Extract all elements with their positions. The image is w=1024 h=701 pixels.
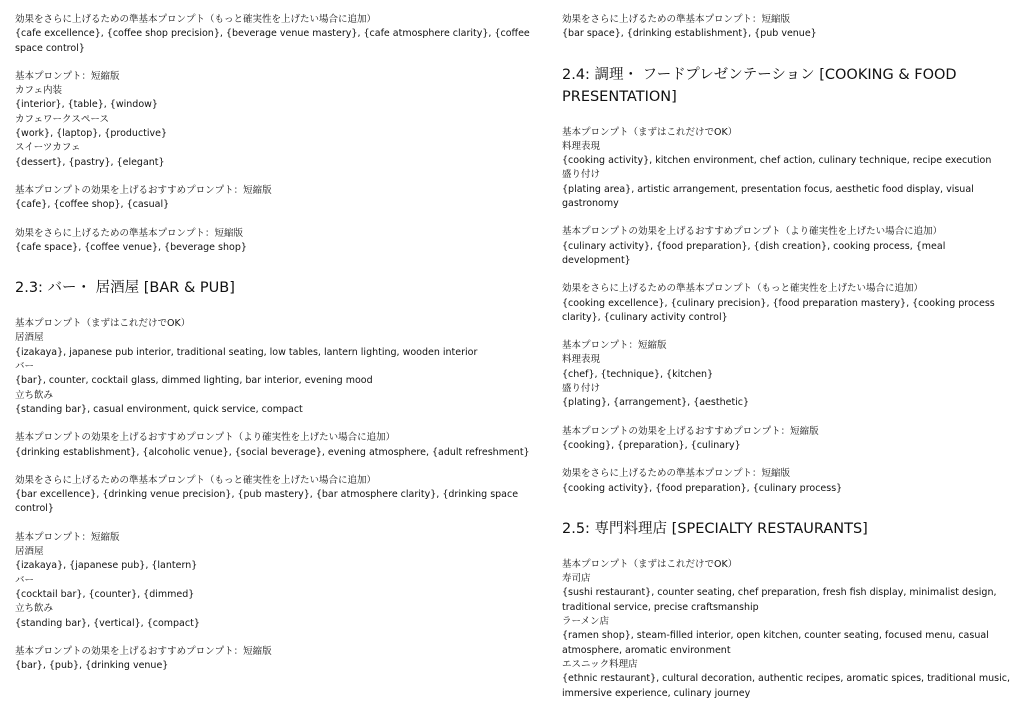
section-heading: 2.3: バー・ 居酒屋 [BAR & PUB] xyxy=(15,280,235,297)
left-column xyxy=(15,13,530,673)
text-line: {culinary activity}, {food preparation}, {dish creation}, cooking process, {meal development} xyxy=(562,240,946,266)
text-line: {bar}, {pub}, {drinking venue} xyxy=(15,660,169,672)
spacer xyxy=(15,417,530,431)
text-line: {chef}, {technique}, {kitchen} xyxy=(562,368,714,380)
spacer xyxy=(15,517,530,531)
text-line: {bar excellence}, {drinking venue precision}, {pub mastery}, {bar atmosphere clarity}, {drinking space control} xyxy=(15,489,519,515)
spacer xyxy=(562,42,1012,64)
spacer xyxy=(562,211,1012,225)
spacer xyxy=(562,496,1012,518)
text-line: {cooking excellence}, {culinary precision}, {food preparation mastery}, {cooking process clarity}, {culinary activity control} xyxy=(562,297,995,323)
spacer xyxy=(562,268,1012,282)
prompt-block xyxy=(562,13,1012,42)
prompt-block xyxy=(15,645,530,674)
text-line: 立ち飲み xyxy=(15,603,54,615)
prompt-block xyxy=(562,126,1012,212)
text-line: {plating area}, artistic arrangement, presentation focus, aesthetic food display, visual gastronomy xyxy=(562,183,974,210)
text-line: {cafe space}, {coffee venue}, {beverage shop} xyxy=(15,241,247,253)
text-line: カフェワークスペース xyxy=(15,113,109,125)
prompt-block xyxy=(15,531,530,631)
spacer xyxy=(562,411,1012,425)
text-line: スイーツカフェ xyxy=(15,142,81,154)
spacer xyxy=(15,56,530,70)
text-line: 基本プロンプト：短縮版 xyxy=(15,531,120,543)
text-line: 効果をさらに上げるための準基本プロンプト（もっと確実性を上げたい場合に追加） xyxy=(562,283,924,295)
prompt-block xyxy=(562,339,1012,410)
text-line: {ramen shop}, steam-filled interior, open kitchen, counter seating, focused menu, casual atmosphere, aromatic environment xyxy=(562,630,989,656)
text-line: {cooking activity}, kitchen environment, chef action, culinary technique, recipe execution xyxy=(562,155,992,167)
text-line: 盛り付け xyxy=(562,169,601,181)
text-line: カフェ内装 xyxy=(15,85,63,97)
text-line: {ethnic restaurant}, cultural decoration, authentic recipes, aromatic spices, traditional music, immersive experience, culinary journey xyxy=(562,673,1010,699)
text-line: {cooking activity}, {food preparation}, {culinary process} xyxy=(562,482,843,494)
prompt-block xyxy=(15,70,530,170)
spacer xyxy=(15,213,530,227)
text-line: 料理表現 xyxy=(562,354,601,366)
text-line: {izakaya}, {japanese pub}, {lantern} xyxy=(15,560,198,572)
text-line: 寿司店 xyxy=(562,573,591,585)
prompt-block xyxy=(15,474,530,517)
prompt-block xyxy=(15,227,530,256)
prompt-block xyxy=(562,225,1012,268)
text-line: 盛り付け xyxy=(562,383,601,395)
text-line: 基本プロンプトの効果を上げるおすすめプロンプト（より確実性を上げたい場合に追加） xyxy=(15,432,396,444)
text-line: エスニック料理店 xyxy=(562,658,638,670)
spacer xyxy=(15,170,530,184)
spacer xyxy=(562,325,1012,339)
text-line: {interior}, {table}, {window} xyxy=(15,99,158,111)
text-line: {cafe}, {coffee shop}, {casual} xyxy=(15,199,170,211)
text-line: {dessert}, {pastry}, {elegant} xyxy=(15,156,165,168)
text-line: バー xyxy=(15,361,35,373)
text-line: 立ち飲み xyxy=(15,389,54,401)
text-line: {standing bar}, casual environment, quick service, compact xyxy=(15,403,303,415)
text-line: 基本プロンプトの効果を上げるおすすめプロンプト：短縮版 xyxy=(15,184,272,196)
text-line: 居酒屋 xyxy=(15,546,44,558)
prompt-block xyxy=(15,13,530,56)
text-line: {plating}, {arrangement}, {aesthetic} xyxy=(562,397,750,409)
text-line: {bar space}, {drinking establishment}, {pub venue} xyxy=(562,28,817,40)
text-line: ラーメン店 xyxy=(562,616,610,628)
text-line: 基本プロンプト：短縮版 xyxy=(15,70,120,82)
prompt-block xyxy=(562,282,1012,325)
text-line: 料理表現 xyxy=(562,140,601,152)
text-line: 居酒屋 xyxy=(15,332,44,344)
text-line: {drinking establishment}, {alcoholic venue}, {social beverage}, evening atmosphere, {adult refreshment} xyxy=(15,446,530,458)
text-line: 基本プロンプト：短縮版 xyxy=(562,340,667,352)
section-heading: 2.4: 調理・ フードプレゼンテーション [COOKING & FOOD PRESENTATION] xyxy=(562,66,957,105)
text-line: {cocktail bar}, {counter}, {dimmed} xyxy=(15,588,195,600)
text-line: 基本プロンプト（まずはこれだけでOK） xyxy=(15,318,191,330)
text-line: 基本プロンプトの効果を上げるおすすめプロンプト（より確実性を上げたい場合に追加） xyxy=(562,226,943,238)
prompt-block xyxy=(15,184,530,213)
text-line: {bar}, counter, cocktail glass, dimmed lighting, bar interior, evening mood xyxy=(15,375,373,387)
text-line: バー xyxy=(15,574,35,586)
text-line: 効果をさらに上げるための準基本プロンプト：短縮版 xyxy=(562,468,791,480)
prompt-block xyxy=(562,425,1012,454)
text-line: {izakaya}, japanese pub interior, traditional seating, low tables, lantern lighting, wooden interior xyxy=(15,346,478,358)
text-line: {standing bar}, {vertical}, {compact} xyxy=(15,617,200,629)
right-column xyxy=(562,13,1012,701)
spacer xyxy=(15,255,530,277)
prompt-block xyxy=(15,431,530,460)
spacer xyxy=(562,544,1012,558)
prompt-block xyxy=(562,558,1012,701)
spacer xyxy=(15,303,530,317)
text-line: {cafe excellence}, {coffee shop precision}, {beverage venue mastery}, {cafe atmosphere clarity}, {coffee space control} xyxy=(15,28,530,54)
text-line: 効果をさらに上げるための準基本プロンプト（もっと確実性を上げたい場合に追加） xyxy=(15,14,377,25)
prompt-block xyxy=(562,467,1012,496)
text-line: 基本プロンプト（まずはこれだけでOK） xyxy=(562,558,738,570)
spacer xyxy=(15,631,530,645)
text-line: 効果をさらに上げるための準基本プロンプト（もっと確実性を上げたい場合に追加） xyxy=(15,474,377,486)
text-line: 基本プロンプトの効果を上げるおすすめプロンプト：短縮版 xyxy=(15,645,272,657)
prompt-block xyxy=(15,317,530,417)
text-line: {work}, {laptop}, {productive} xyxy=(15,128,168,140)
text-line: 効果をさらに上げるための準基本プロンプト：短縮版 xyxy=(562,14,791,25)
spacer xyxy=(562,453,1012,467)
text-line: 効果をさらに上げるための準基本プロンプト：短縮版 xyxy=(15,227,244,239)
text-line: 基本プロンプトの効果を上げるおすすめプロンプト：短縮版 xyxy=(562,425,819,437)
spacer xyxy=(15,460,530,474)
spacer xyxy=(562,112,1012,126)
section-heading: 2.5: 専門料理店 [SPECIALTY RESTAURANTS] xyxy=(562,520,868,537)
text-line: {cooking}, {preparation}, {culinary} xyxy=(562,439,741,451)
text-line: {sushi restaurant}, counter seating, chef preparation, fresh fish display, minimalist design, traditional service, precise craftsmanship xyxy=(562,587,997,613)
text-line: 基本プロンプト（まずはこれだけでOK） xyxy=(562,126,738,138)
